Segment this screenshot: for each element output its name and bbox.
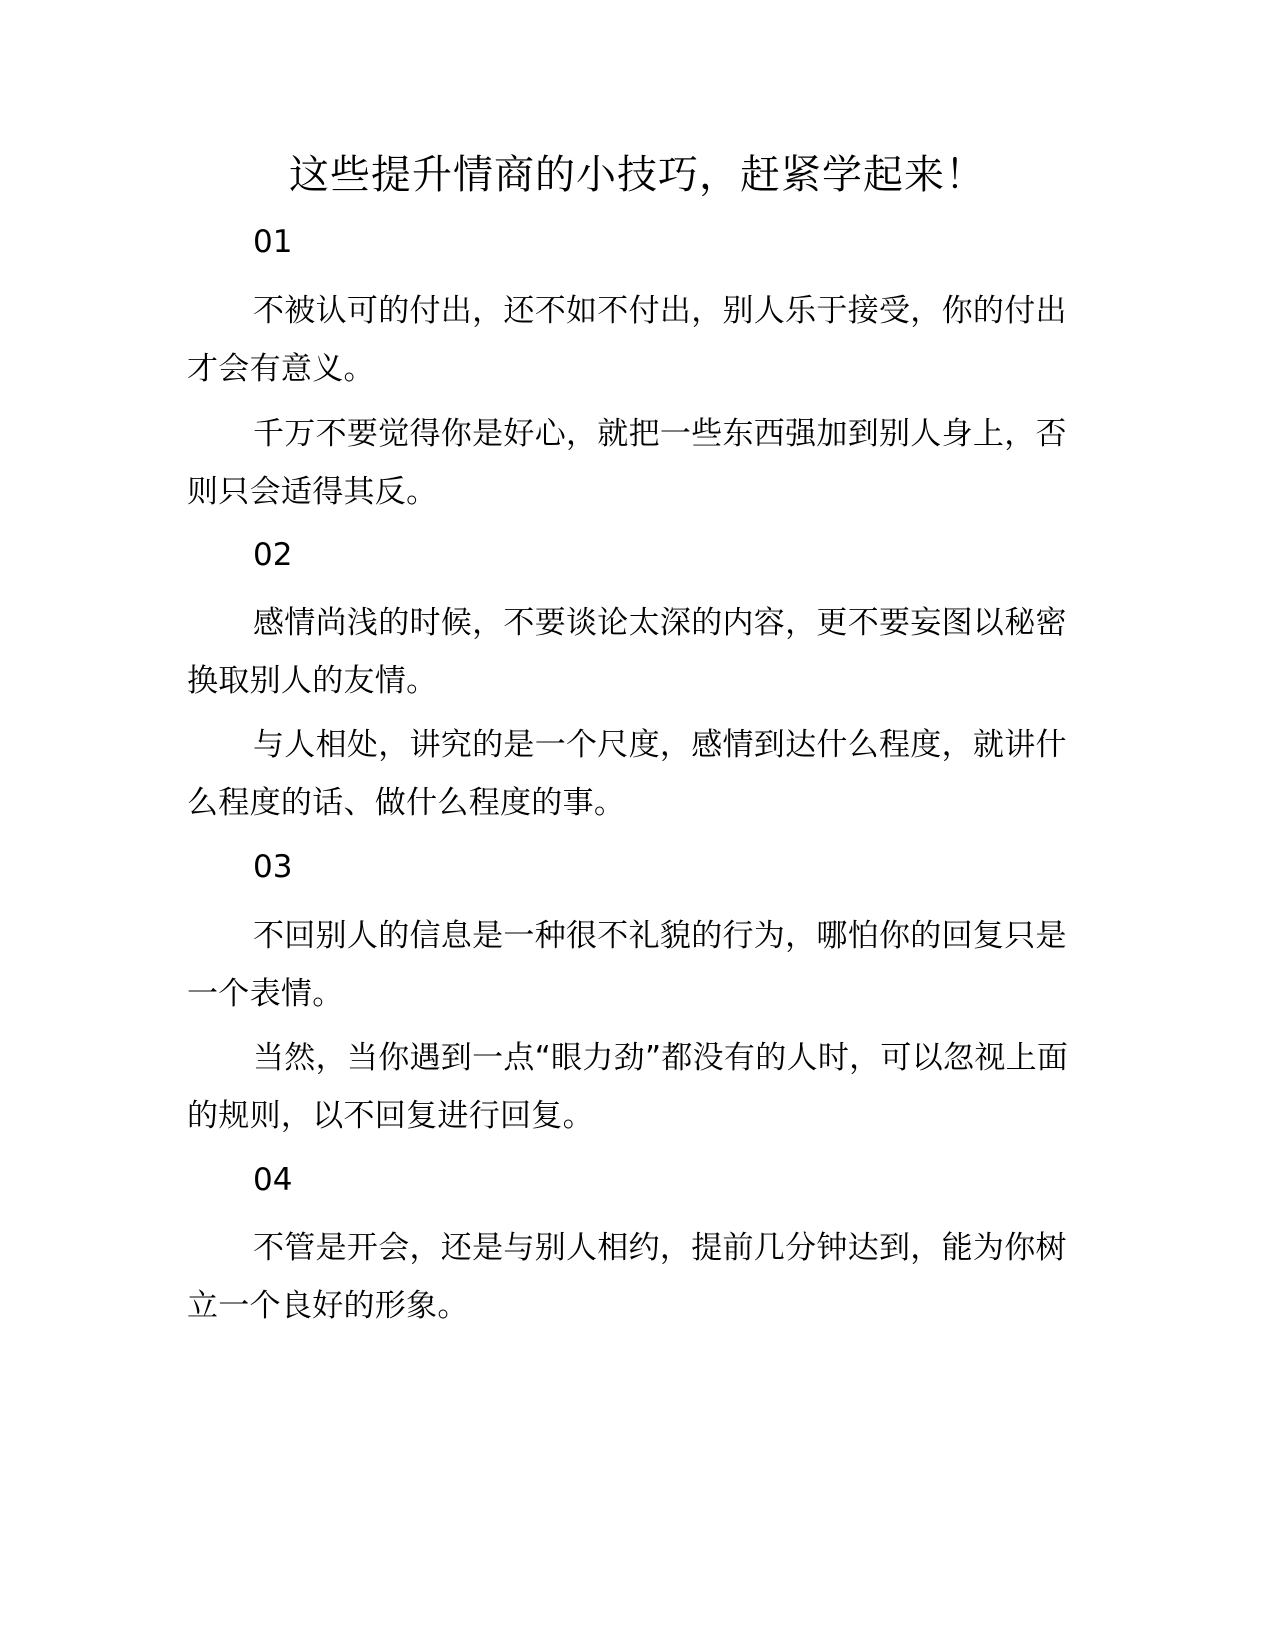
page-title: 这些提升情商的小技巧，赶紧学起来！ — [289, 152, 986, 198]
section-number-01: 01 — [253, 224, 293, 260]
paragraph-3-1: 不回别人的信息是一种很不礼貌的行为，哪怕你的回复只是一个表情。 — [187, 918, 1067, 1012]
paragraph-2-1: 感情尚浅的时候，不要谈论太深的内容，更不要妄图以秘密换取别人的友情。 — [187, 605, 1067, 699]
paragraph-1-2: 千万不要觉得你是好心，就把一些东西强加到别人身上，否则只会适得其反。 — [187, 416, 1067, 510]
section-number-03: 03 — [253, 849, 293, 885]
paragraph-2-2: 与人相处，讲究的是一个尺度，感情到达什么程度，就讲什么程度的话、做什么程度的事。 — [187, 727, 1067, 821]
section-number-04: 04 — [253, 1162, 293, 1198]
paragraph-1-1: 不被认可的付出，还不如不付出，别人乐于接受，你的付出才会有意义。 — [187, 293, 1067, 387]
paragraph-4-1: 不管是开会，还是与别人相约，提前几分钟达到，能为你树立一个良好的形象。 — [187, 1230, 1067, 1324]
section-number-02: 02 — [253, 537, 293, 573]
paragraph-3-2: 当然，当你遇到一点“眼力劲”都没有的人时，可以忽视上面的规则，以不回复进行回复。 — [187, 1040, 1069, 1134]
